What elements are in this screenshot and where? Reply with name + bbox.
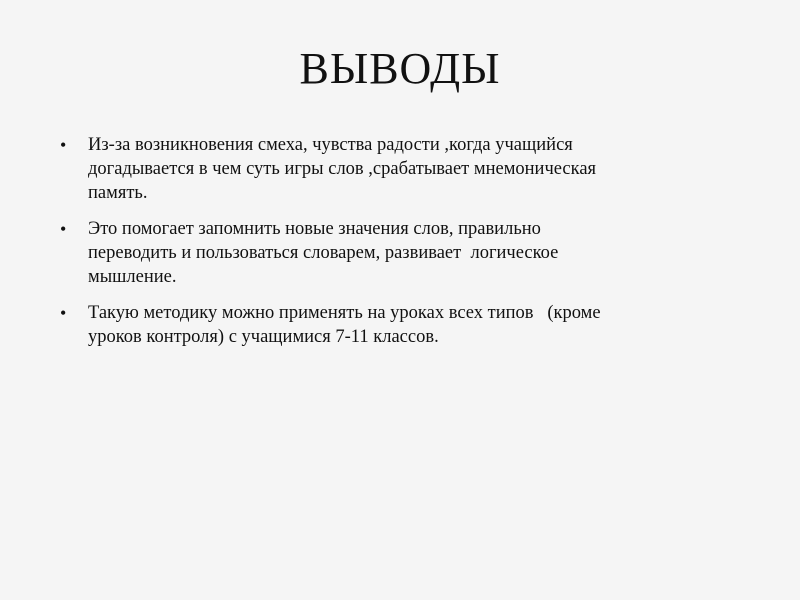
bullet-text-line: мышление.	[88, 267, 177, 287]
bullet-text-line: Из-за возникновения смеха, чувства радости ,когда учащийся	[88, 135, 573, 155]
bullet-list	[56, 133, 756, 361]
bullet-text-line: память.	[88, 183, 148, 203]
bullet-text-line: Это помогает запомнить новые значения слов, правильно	[88, 219, 541, 239]
bullet-dot-icon: •	[60, 219, 67, 239]
bullet-text-line: переводить и пользоваться словарем, развивает логическое	[88, 243, 559, 263]
bullet-dot-icon: •	[60, 135, 67, 155]
slide-title: ВЫВОДЫ	[299, 44, 501, 93]
bullet-dot-icon: •	[60, 303, 67, 323]
bullet-item	[56, 301, 756, 349]
bullet-text-line: уроков контроля) с учащимися 7-11 классов.	[88, 327, 439, 347]
bullet-text-line: Такую методику можно применять на уроках всех типов (кроме	[88, 303, 601, 323]
bullet-item	[56, 133, 756, 205]
bullet-text-line: догадывается в чем суть игры слов ,срабатывает мнемоническая	[88, 159, 597, 179]
bullet-item	[56, 217, 756, 289]
